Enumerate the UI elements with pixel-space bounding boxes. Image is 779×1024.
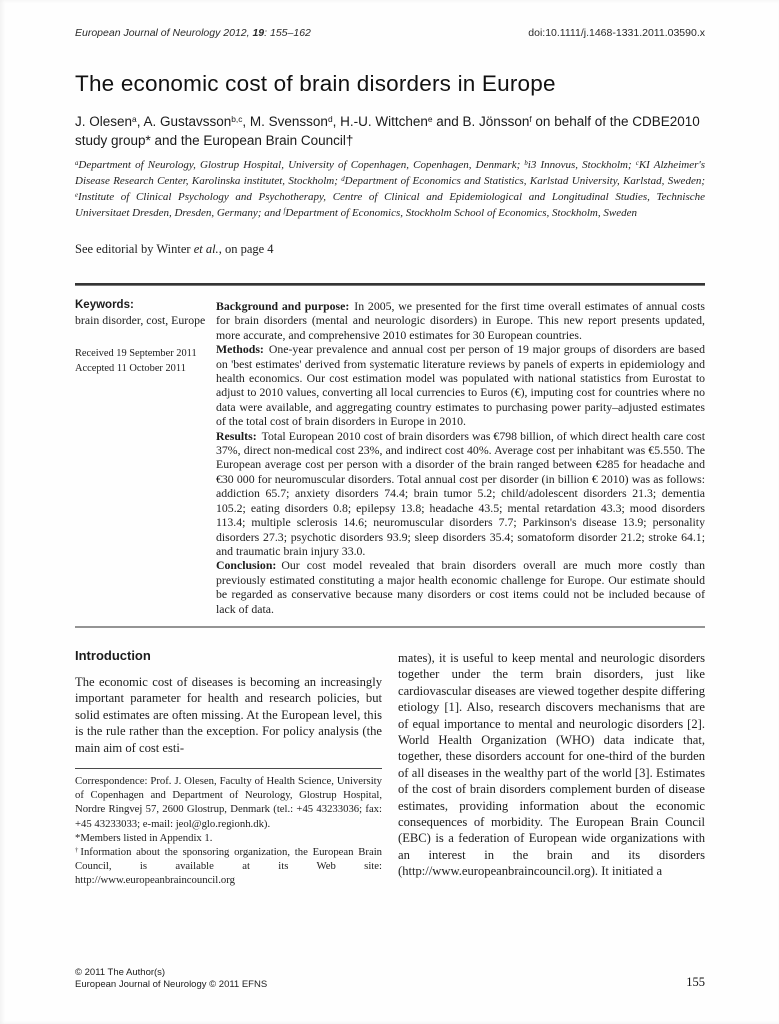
accepted-date: Accepted 11 October 2011 — [75, 363, 186, 374]
keywords-text: brain disorder, cost, Europe — [75, 313, 206, 327]
journal-header — [75, 27, 705, 39]
authors-line: J. Olesen$^a$, A. Gustavsson$^{b,c}$, M. Svensson$^d$, H.-U. Wittchen$^e$ and B. Jönsson$^f$ on behalf of the CDBE2010 study group* and the European Brain Council† — [75, 114, 700, 148]
footnote-members: *Members listed in Appendix 1. — [75, 831, 213, 844]
left-column — [75, 644, 382, 888]
abstract-text-column — [216, 299, 705, 616]
dates-block — [75, 346, 207, 376]
footnotes-block — [75, 774, 382, 888]
abstract-section — [75, 286, 705, 626]
abstract-paragraph-results — [216, 429, 705, 559]
paper-title: The economic cost of brain disorders in Europe — [75, 71, 556, 96]
footer-copyright-line1: © 2011 The Author(s) — [75, 967, 166, 978]
keywords-label: Keywords: — [75, 299, 134, 311]
abstract-paragraph-background — [216, 299, 705, 342]
journal-citation: European Journal of Neurology 2012, 19: 155–162 — [75, 27, 311, 39]
affiliations: $^a$Department of Neurology, Glostrup Hospital, University of Copenhagen, Copenhagen, Denmark; $^b$i3 Innovus, Stockholm; $^c$KI Alzheimer's Disease Research Center, Karolinska institutet, Stockholm; $^d$Department of Economics and Statistics, Karlstad University, Karlstad, Sweden; $^e$Institute of Clinical Psychology and Psychotherapy, Centre of Clinical and Epidemiological and Longitudinal Studies, Technische Universitaet Dresden, Dresden, Germany; and $^f$Department of Economics, Stockholm School of Economics, Stockholm, Sweden — [75, 159, 705, 219]
footer-copyright — [75, 967, 267, 990]
divider-bottom — [75, 626, 705, 628]
abstract-text-results: Total European 2010 cost of brain disorders was €798 billion, of which direct health care cost 37%, direct non-medical cost 23%, and indirect cost 40%. Average cost per inhabitant was €5.550. The European average cost per person with a disorder of the brain ranged between €285 for headache and €30 000 for neuromuscular disorders. Total annual cost per disorder (in billion € 2010) was as follows: addiction 65.7; anxiety disorders 74.4; brain tumor 5.2; child/adolescent disorders 21.3; dementia 105.2; eating disorders 0.8; epilepsy 13.8; headache 43.5; mental retardation 43.3; mood disorders 113.4; multiple sclerosis 14.6; neuromuscular disorders 7.7; Parkinson's disease 13.9; personality disorders 27.3; psychotic disorders 93.9; sleep disorders 35.4; somatoform disorder 21.2; stroke 64.1; and traumatic brain injury 33.0. — [216, 428, 705, 558]
editorial-note: See editorial by Winter et al., on page 4 — [75, 242, 274, 256]
abstract-paragraph-methods — [216, 342, 705, 428]
right-column — [398, 644, 705, 888]
abstract-text-background: In 2005, we presented for the first time overall estimates of annual costs for brain disorders (mental and neurologic disorders) in Europe. This new report presents updated, more accurate, and comprehensive 2010 estimates for 30 European countries. — [216, 299, 705, 342]
abstract-text-conclusion: Our cost model revealed that brain disorders overall are much more costly than previously estimated constituting a major health economic challenge for Europe. Our estimate should be regarded as conservative because many disorders or cost items could not be included because of lack of data. — [216, 558, 705, 616]
received-date: Received 19 September 2011 — [75, 348, 197, 359]
abstract-sidebar — [75, 299, 207, 616]
abstract-label-methods: Methods: — [216, 342, 264, 357]
intro-paragraph-left: The economic cost of diseases is becoming an increasingly important parameter for health and research policies, but solid estimates are often missing. At the European level, this is the rule rather than the exception. For policy analysis (the main aim of cost esti- — [75, 674, 382, 755]
article-body — [75, 644, 705, 888]
abstract-label-results: Results: — [216, 428, 257, 443]
page-footer — [75, 967, 705, 990]
abstract-label-conclusion: Conclusion: — [216, 558, 277, 573]
abstract-paragraph-conclusion — [216, 558, 705, 616]
footnote-sponsor: †Information about the sponsoring organization, the European Brain Council, is available at its Web site: http://www.europeanbraincouncil.org — [75, 845, 383, 887]
abstract-label-background: Background and purpose: — [216, 299, 350, 313]
intro-paragraph-right: mates), it is useful to keep mental and neurologic disorders together under the term brain disorders, just like cardiovascular diseases are viewed together despite differing etiology [1]. Also, research discovers mechanisms that are of equal importance to mental and neurologic disorders [2]. World Health Organization (WHO) data indicate that, together, these disorders account for one-third of the burden of all diseases in the wealthy part of the world [3]. Estimates of the cost of brain disorders complement burden of disease estimates, providing information about the economic consequences of morbidity. The European Brain Council (EBC) is a federation of European wide organizations with an interest in the brain and its disorders (http://www.europeanbraincouncil.org). It initiated a — [398, 650, 705, 879]
footnote-divider — [75, 768, 382, 769]
correspondence-note: Correspondence: Prof. J. Olesen, Faculty of Health Science, University of Copenhagen and Department of Neurology, Glostrup Hospital, Nordre Ringvej 57, 2600 Glostrup, Denmark (tel.: +45 43233036; fax: +45 43233033; e-mail: jeol@glo.regionh.dk). — [75, 774, 382, 830]
introduction-heading: Introduction — [75, 647, 151, 663]
footer-copyright-line2: European Journal of Neurology © 2011 EFNS — [75, 978, 268, 990]
abstract-text-methods: One-year prevalence and annual cost per person of 19 major groups of disorders are based on 'best estimates' derived from systematic literature reviews by panels of experts in epidemiology and health economics. Our cost estimation model was populated with national statistics from Eurostat to adjust to 2010 values, converting all local currencies to Euros (€), imputing cost for countries where no data were available, and aggregating country estimates to purchasing power parity–adjusted estimates of the total cost of brain disorders in Europe in 2010. — [216, 342, 705, 429]
doi-text: doi:10.1111/j.1468-1331.2011.03590.x — [528, 27, 705, 39]
page-number: 155 — [686, 975, 705, 989]
